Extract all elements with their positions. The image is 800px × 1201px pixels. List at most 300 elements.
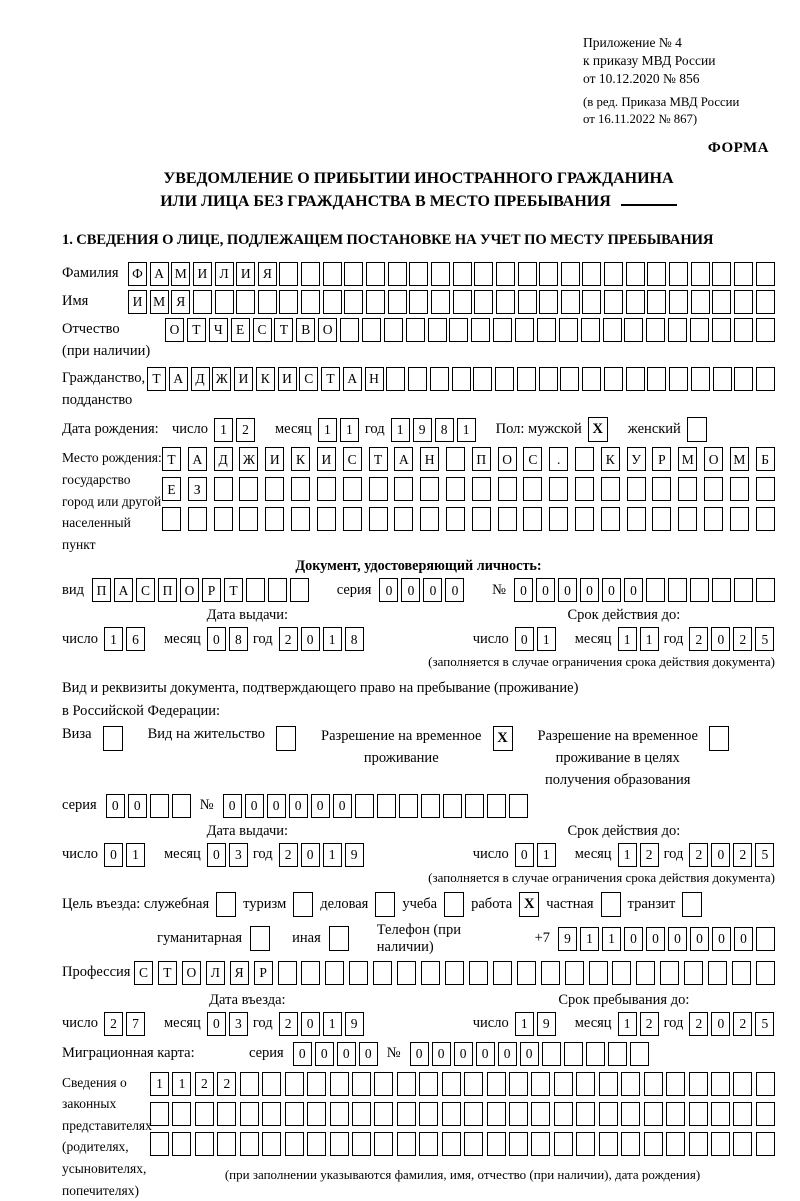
form-cell[interactable] (469, 961, 488, 985)
form-cell[interactable]: К (256, 367, 275, 391)
form-cell[interactable] (668, 578, 687, 602)
form-cell[interactable] (708, 961, 727, 985)
form-cell[interactable] (246, 578, 265, 602)
form-cell[interactable]: 0 (624, 927, 643, 951)
form-cell[interactable] (307, 1102, 326, 1126)
form-cell[interactable] (236, 290, 255, 314)
form-cell[interactable]: 1 (318, 418, 337, 442)
form-cell[interactable] (344, 262, 363, 286)
form-cell[interactable]: 2 (236, 418, 255, 442)
form-cell[interactable] (627, 477, 646, 501)
form-cell[interactable]: 0 (333, 794, 352, 818)
form-cell[interactable] (691, 262, 710, 286)
form-cell[interactable] (690, 578, 709, 602)
form-cell[interactable]: 1 (537, 627, 556, 651)
form-cell[interactable]: 9 (537, 1012, 556, 1036)
form-cell[interactable] (355, 794, 374, 818)
form-cell[interactable]: 0 (423, 578, 442, 602)
form-cell[interactable] (265, 477, 284, 501)
form-cell[interactable] (291, 507, 310, 531)
form-cell[interactable] (421, 961, 440, 985)
form-cell[interactable]: 0 (337, 1042, 356, 1066)
form-cell[interactable] (581, 318, 600, 342)
form-cell[interactable] (756, 367, 775, 391)
form-cell[interactable]: 0 (558, 578, 577, 602)
form-cell[interactable] (428, 318, 447, 342)
form-cell[interactable] (240, 1072, 259, 1096)
form-cell[interactable]: 0 (315, 1042, 334, 1066)
purpose-business-checkbox[interactable] (375, 892, 395, 917)
form-cell[interactable] (172, 1102, 191, 1126)
temp-residence-checkbox[interactable]: X (493, 726, 513, 751)
form-cell[interactable] (756, 1072, 775, 1096)
form-cell[interactable] (343, 507, 362, 531)
form-cell[interactable]: 1 (640, 627, 659, 651)
form-cell[interactable] (646, 578, 665, 602)
form-cell[interactable]: 0 (734, 927, 753, 951)
form-cell[interactable] (374, 1132, 393, 1156)
form-cell[interactable]: 5 (755, 627, 774, 651)
form-cell[interactable] (496, 290, 515, 314)
form-cell[interactable]: Р (254, 961, 273, 985)
form-cell[interactable]: 0 (624, 578, 643, 602)
form-cell[interactable]: Т (147, 367, 166, 391)
form-cell[interactable] (420, 507, 439, 531)
form-cell[interactable] (684, 961, 703, 985)
form-cell[interactable] (599, 1132, 618, 1156)
form-cell[interactable] (652, 477, 671, 501)
form-cell[interactable]: 0 (498, 1042, 517, 1066)
form-cell[interactable]: 1 (214, 418, 233, 442)
form-cell[interactable] (669, 367, 688, 391)
form-cell[interactable]: 2 (279, 627, 298, 651)
form-cell[interactable]: 0 (207, 1012, 226, 1036)
purpose-other-checkbox[interactable] (329, 926, 349, 951)
form-cell[interactable] (636, 961, 655, 985)
form-cell[interactable] (603, 318, 622, 342)
form-cell[interactable]: З (188, 477, 207, 501)
form-cell[interactable]: 1 (340, 418, 359, 442)
form-cell[interactable] (240, 1132, 259, 1156)
form-cell[interactable] (307, 1072, 326, 1096)
form-cell[interactable] (644, 1102, 663, 1126)
form-cell[interactable] (666, 1102, 685, 1126)
form-cell[interactable] (523, 507, 542, 531)
form-cell[interactable] (756, 290, 775, 314)
form-cell[interactable]: П (92, 578, 111, 602)
form-cell[interactable] (278, 961, 297, 985)
form-cell[interactable] (539, 262, 558, 286)
form-cell[interactable]: О (182, 961, 201, 985)
form-cell[interactable] (586, 1042, 605, 1066)
form-cell[interactable] (301, 290, 320, 314)
form-cell[interactable] (704, 477, 723, 501)
form-cell[interactable] (352, 1132, 371, 1156)
form-cell[interactable] (690, 318, 709, 342)
form-cell[interactable]: Р (652, 447, 671, 471)
form-cell[interactable]: А (188, 447, 207, 471)
form-cell[interactable] (669, 262, 688, 286)
form-cell[interactable] (561, 262, 580, 286)
form-cell[interactable]: 2 (640, 843, 659, 867)
form-cell[interactable] (733, 1072, 752, 1096)
form-cell[interactable] (388, 290, 407, 314)
form-cell[interactable] (666, 1072, 685, 1096)
form-cell[interactable] (449, 318, 468, 342)
form-cell[interactable]: Т (274, 318, 293, 342)
form-cell[interactable]: Ф (128, 262, 147, 286)
form-cell[interactable]: О (180, 578, 199, 602)
form-cell[interactable] (601, 507, 620, 531)
form-cell[interactable]: Я (171, 290, 190, 314)
form-cell[interactable] (541, 961, 560, 985)
form-cell[interactable] (575, 507, 594, 531)
form-cell[interactable] (279, 262, 298, 286)
form-cell[interactable] (498, 477, 517, 501)
form-cell[interactable] (517, 961, 536, 985)
form-cell[interactable] (691, 367, 710, 391)
form-cell[interactable]: 1 (618, 1012, 637, 1036)
form-cell[interactable] (678, 507, 697, 531)
form-cell[interactable] (756, 507, 775, 531)
form-cell[interactable]: 0 (401, 578, 420, 602)
form-cell[interactable] (214, 477, 233, 501)
form-cell[interactable] (531, 1132, 550, 1156)
form-cell[interactable]: 1 (537, 843, 556, 867)
form-cell[interactable] (604, 290, 623, 314)
form-cell[interactable] (647, 367, 666, 391)
form-cell[interactable]: 2 (217, 1072, 236, 1096)
form-cell[interactable] (549, 477, 568, 501)
form-cell[interactable]: 1 (618, 627, 637, 651)
form-cell[interactable]: Т (162, 447, 181, 471)
form-cell[interactable] (730, 507, 749, 531)
form-cell[interactable] (647, 290, 666, 314)
form-cell[interactable]: Л (215, 262, 234, 286)
form-cell[interactable]: 2 (689, 1012, 708, 1036)
form-cell[interactable] (239, 507, 258, 531)
form-cell[interactable]: 0 (104, 843, 123, 867)
form-cell[interactable] (317, 507, 336, 531)
form-cell[interactable] (239, 477, 258, 501)
form-cell[interactable] (443, 794, 462, 818)
form-cell[interactable]: 0 (668, 927, 687, 951)
form-cell[interactable] (542, 1042, 561, 1066)
form-cell[interactable]: 5 (755, 843, 774, 867)
form-cell[interactable] (756, 477, 775, 501)
male-checkbox[interactable]: X (588, 417, 608, 442)
form-cell[interactable]: 1 (323, 627, 342, 651)
form-cell[interactable] (325, 961, 344, 985)
form-cell[interactable] (582, 262, 601, 286)
form-cell[interactable]: С (136, 578, 155, 602)
form-cell[interactable] (473, 367, 492, 391)
form-cell[interactable] (621, 1072, 640, 1096)
form-cell[interactable] (733, 1102, 752, 1126)
form-cell[interactable] (474, 290, 493, 314)
form-cell[interactable] (630, 1042, 649, 1066)
form-cell[interactable]: 0 (514, 578, 533, 602)
form-cell[interactable]: 0 (359, 1042, 378, 1066)
form-cell[interactable] (172, 1132, 191, 1156)
form-cell[interactable] (756, 961, 775, 985)
form-cell[interactable]: 0 (106, 794, 125, 818)
form-cell[interactable] (442, 1102, 461, 1126)
form-cell[interactable]: 0 (301, 627, 320, 651)
form-cell[interactable] (487, 1132, 506, 1156)
form-cell[interactable] (756, 1102, 775, 1126)
form-cell[interactable]: 5 (755, 1012, 774, 1036)
form-cell[interactable]: С (343, 447, 362, 471)
form-cell[interactable] (732, 961, 751, 985)
form-cell[interactable]: 0 (245, 794, 264, 818)
form-cell[interactable] (575, 447, 594, 471)
form-cell[interactable]: В (296, 318, 315, 342)
form-cell[interactable]: Д (214, 447, 233, 471)
form-cell[interactable] (446, 447, 465, 471)
form-cell[interactable] (317, 477, 336, 501)
form-cell[interactable] (627, 507, 646, 531)
purpose-work-checkbox[interactable]: X (519, 892, 539, 917)
form-cell[interactable] (652, 507, 671, 531)
form-cell[interactable] (531, 1072, 550, 1096)
form-cell[interactable] (285, 1102, 304, 1126)
form-cell[interactable] (453, 290, 472, 314)
form-cell[interactable] (531, 1102, 550, 1126)
form-cell[interactable] (366, 262, 385, 286)
form-cell[interactable] (377, 794, 396, 818)
form-cell[interactable] (307, 1132, 326, 1156)
form-cell[interactable] (369, 477, 388, 501)
form-cell[interactable] (323, 290, 342, 314)
form-cell[interactable] (660, 961, 679, 985)
form-cell[interactable] (756, 927, 775, 951)
form-cell[interactable] (453, 262, 472, 286)
form-cell[interactable] (445, 961, 464, 985)
form-cell[interactable]: Ч (209, 318, 228, 342)
form-cell[interactable] (397, 1102, 416, 1126)
form-cell[interactable]: 2 (733, 627, 752, 651)
form-cell[interactable] (712, 262, 731, 286)
form-cell[interactable] (397, 1072, 416, 1096)
form-cell[interactable] (262, 1132, 281, 1156)
form-cell[interactable] (215, 290, 234, 314)
form-cell[interactable]: Ж (212, 367, 231, 391)
form-cell[interactable]: С (134, 961, 153, 985)
form-cell[interactable] (268, 578, 287, 602)
form-cell[interactable] (561, 290, 580, 314)
form-cell[interactable] (487, 794, 506, 818)
form-cell[interactable] (446, 477, 465, 501)
form-cell[interactable] (217, 1132, 236, 1156)
form-cell[interactable]: О (498, 447, 517, 471)
form-cell[interactable]: Т (224, 578, 243, 602)
form-cell[interactable] (691, 290, 710, 314)
form-cell[interactable] (487, 1072, 506, 1096)
form-cell[interactable] (352, 1102, 371, 1126)
form-cell[interactable] (756, 578, 775, 602)
form-cell[interactable] (290, 578, 309, 602)
visa-checkbox[interactable] (103, 726, 123, 751)
form-cell[interactable] (330, 1132, 349, 1156)
form-cell[interactable]: 2 (279, 843, 298, 867)
form-cell[interactable] (420, 477, 439, 501)
form-cell[interactable] (644, 1072, 663, 1096)
form-cell[interactable]: 1 (618, 843, 637, 867)
form-cell[interactable] (704, 507, 723, 531)
form-cell[interactable]: И (236, 262, 255, 286)
form-cell[interactable] (517, 367, 536, 391)
purpose-transit-checkbox[interactable] (682, 892, 702, 917)
form-cell[interactable] (509, 794, 528, 818)
form-cell[interactable] (734, 262, 753, 286)
form-cell[interactable] (646, 318, 665, 342)
form-cell[interactable] (419, 1072, 438, 1096)
form-cell[interactable] (217, 1102, 236, 1126)
form-cell[interactable] (711, 1102, 730, 1126)
form-cell[interactable]: 0 (207, 843, 226, 867)
temp-residence-edu-checkbox[interactable] (709, 726, 729, 751)
form-cell[interactable]: 1 (457, 418, 476, 442)
form-cell[interactable] (666, 1132, 685, 1156)
form-cell[interactable]: С (523, 447, 542, 471)
form-cell[interactable] (518, 262, 537, 286)
form-cell[interactable]: 2 (689, 627, 708, 651)
form-cell[interactable] (431, 262, 450, 286)
form-cell[interactable]: 8 (435, 418, 454, 442)
form-cell[interactable]: 8 (345, 627, 364, 651)
form-cell[interactable] (265, 507, 284, 531)
form-cell[interactable] (589, 961, 608, 985)
form-cell[interactable] (564, 1042, 583, 1066)
form-cell[interactable]: 0 (410, 1042, 429, 1066)
form-cell[interactable] (733, 1132, 752, 1156)
form-cell[interactable] (599, 1072, 618, 1096)
form-cell[interactable] (193, 290, 212, 314)
form-cell[interactable]: О (704, 447, 723, 471)
form-cell[interactable] (493, 961, 512, 985)
form-cell[interactable] (626, 367, 645, 391)
form-cell[interactable]: 2 (733, 843, 752, 867)
form-cell[interactable] (711, 1072, 730, 1096)
form-cell[interactable]: К (291, 447, 310, 471)
form-cell[interactable] (756, 262, 775, 286)
form-cell[interactable]: М (150, 290, 169, 314)
form-cell[interactable]: О (318, 318, 337, 342)
purpose-study-checkbox[interactable] (444, 892, 464, 917)
form-cell[interactable] (678, 477, 697, 501)
form-cell[interactable] (262, 1102, 281, 1126)
form-cell[interactable]: С (253, 318, 272, 342)
form-cell[interactable] (515, 318, 534, 342)
form-cell[interactable]: А (169, 367, 188, 391)
form-cell[interactable]: Я (258, 262, 277, 286)
form-cell[interactable]: И (128, 290, 147, 314)
form-cell[interactable] (712, 578, 731, 602)
form-cell[interactable] (195, 1132, 214, 1156)
form-cell[interactable] (301, 262, 320, 286)
form-cell[interactable]: 8 (229, 627, 248, 651)
form-cell[interactable]: 0 (311, 794, 330, 818)
form-cell[interactable]: 1 (515, 1012, 534, 1036)
form-cell[interactable] (712, 290, 731, 314)
form-cell[interactable]: Т (321, 367, 340, 391)
form-cell[interactable]: 7 (126, 1012, 145, 1036)
form-cell[interactable]: Т (369, 447, 388, 471)
form-cell[interactable]: П (158, 578, 177, 602)
purpose-tourism-checkbox[interactable] (293, 892, 313, 917)
form-cell[interactable]: 9 (345, 1012, 364, 1036)
form-cell[interactable]: 2 (104, 1012, 123, 1036)
form-cell[interactable]: И (265, 447, 284, 471)
form-cell[interactable]: 1 (323, 1012, 342, 1036)
form-cell[interactable] (576, 1102, 595, 1126)
form-cell[interactable] (258, 290, 277, 314)
form-cell[interactable] (195, 1102, 214, 1126)
form-cell[interactable] (712, 318, 731, 342)
form-cell[interactable] (150, 1102, 169, 1126)
form-cell[interactable] (172, 794, 191, 818)
form-cell[interactable]: 9 (345, 843, 364, 867)
form-cell[interactable] (756, 318, 775, 342)
form-cell[interactable]: 0 (536, 578, 555, 602)
form-cell[interactable]: 0 (445, 578, 464, 602)
form-cell[interactable] (419, 1132, 438, 1156)
form-cell[interactable] (518, 290, 537, 314)
form-cell[interactable] (362, 318, 381, 342)
form-cell[interactable] (430, 367, 449, 391)
form-cell[interactable]: 0 (711, 843, 730, 867)
form-cell[interactable]: 1 (323, 843, 342, 867)
form-cell[interactable] (711, 1132, 730, 1156)
residence-permit-checkbox[interactable] (276, 726, 296, 751)
form-cell[interactable]: 6 (126, 627, 145, 651)
form-cell[interactable]: М (171, 262, 190, 286)
form-cell[interactable]: Д (191, 367, 210, 391)
form-cell[interactable]: 0 (289, 794, 308, 818)
form-cell[interactable]: У (627, 447, 646, 471)
form-cell[interactable] (291, 477, 310, 501)
form-cell[interactable]: И (234, 367, 253, 391)
form-cell[interactable]: 1 (104, 627, 123, 651)
form-cell[interactable] (689, 1072, 708, 1096)
form-cell[interactable] (384, 318, 403, 342)
form-cell[interactable] (373, 961, 392, 985)
form-cell[interactable] (626, 290, 645, 314)
form-cell[interactable] (604, 367, 623, 391)
form-cell[interactable] (621, 1132, 640, 1156)
form-cell[interactable]: 1 (602, 927, 621, 951)
form-cell[interactable] (394, 507, 413, 531)
form-cell[interactable] (374, 1072, 393, 1096)
form-cell[interactable]: А (114, 578, 133, 602)
form-cell[interactable] (406, 318, 425, 342)
form-cell[interactable] (537, 318, 556, 342)
form-cell[interactable]: Я (230, 961, 249, 985)
form-cell[interactable]: И (193, 262, 212, 286)
form-cell[interactable] (523, 477, 542, 501)
female-checkbox[interactable] (687, 417, 707, 442)
form-cell[interactable] (576, 1132, 595, 1156)
form-cell[interactable] (472, 477, 491, 501)
form-cell[interactable]: 2 (279, 1012, 298, 1036)
form-cell[interactable] (474, 262, 493, 286)
form-cell[interactable]: 0 (711, 1012, 730, 1036)
form-cell[interactable] (756, 1132, 775, 1156)
form-cell[interactable] (554, 1072, 573, 1096)
form-cell[interactable] (472, 507, 491, 531)
form-cell[interactable] (330, 1072, 349, 1096)
